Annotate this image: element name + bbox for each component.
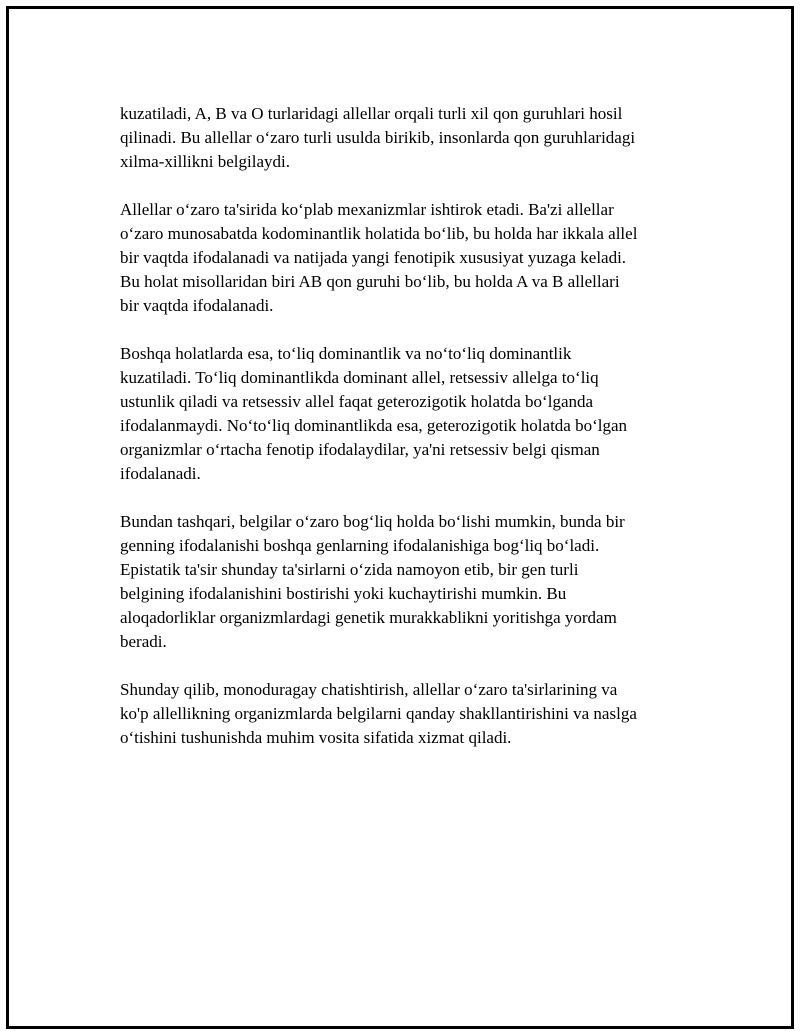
text-line: ko'p allellikning organizmlarda belgilarni qanday shakllantirishini va naslga [120, 704, 637, 723]
paragraph-epistasis [120, 510, 710, 654]
text-line: genning ifodalanishi boshqa genlarning ifodalanishiga bog‘liq bo‘ladi. [120, 536, 600, 555]
paragraph-conclusion [120, 678, 710, 750]
text-line: o‘tishini tushunishda muhim vosita sifatida xizmat qiladi. [120, 728, 512, 747]
text-line: Bu holat misollaridan biri AB qon guruhi bo‘lib, bu holda A va B allellari [120, 272, 620, 291]
text-line: belgining ifodalanishini bostirishi yoki kuchaytirishi mumkin. Bu [120, 584, 567, 603]
page-border [6, 6, 794, 1029]
text-line: Allellar o‘zaro ta'sirida ko‘plab mexanizmlar ishtirok etadi. Ba'zi allellar [120, 200, 614, 219]
text-line: Bundan tashqari, belgilar o‘zaro bog‘liq holda bo‘lishi mumkin, bunda bir [120, 512, 625, 531]
text-line: Epistatik ta'sir shunday ta'sirlarni o‘zida namoyon etib, bir gen turli [120, 560, 579, 579]
text-line: o‘zaro munosabatda kodominantlik holatida bo‘lib, bu holda har ikkala allel [120, 224, 638, 243]
text-line: qilinadi. Bu allellar o‘zaro turli usulda birikib, insonlarda qon guruhlaridagi [120, 128, 636, 147]
text-line: ifodalanmaydi. No‘to‘liq dominantlikda esa, geterozigotik holatda bo‘lgan [120, 416, 628, 435]
text-line: bir vaqtda ifodalanadi. [120, 296, 274, 315]
text-line: xilma-xillikni belgilaydi. [120, 152, 290, 171]
text-line: kuzatiladi. To‘liq dominantlikda dominant allel, retsessiv allelga to‘liq [120, 368, 599, 387]
paragraph-codominance [120, 198, 710, 318]
text-line: kuzatiladi, A, B va O turlaridagi allellar orqali turli xil qon guruhlari hosil [120, 104, 623, 123]
text-line: aloqadorliklar organizmlardagi genetik murakkablikni yoritishga yordam [120, 608, 617, 627]
paragraph-blood-groups [120, 102, 710, 174]
text-line: Boshqa holatlarda esa, to‘liq dominantlik va no‘to‘liq dominantlik [120, 344, 572, 363]
document-body [120, 102, 710, 750]
paragraph-dominance [120, 342, 710, 486]
text-line: beradi. [120, 632, 167, 651]
text-line: Shunday qilib, monoduragay chatishtirish, allellar o‘zaro ta'sirlarining va [120, 680, 618, 699]
text-line: bir vaqtda ifodalanadi va natijada yangi fenotipik xususiyat yuzaga keladi. [120, 248, 627, 267]
text-line: organizmlar o‘rtacha fenotip ifodalaydilar, ya'ni retsessiv belgi qisman [120, 440, 600, 459]
text-line: ustunlik qiladi va retsessiv allel faqat geterozigotik holatda bo‘lganda [120, 392, 594, 411]
text-line: ifodalanadi. [120, 464, 201, 483]
